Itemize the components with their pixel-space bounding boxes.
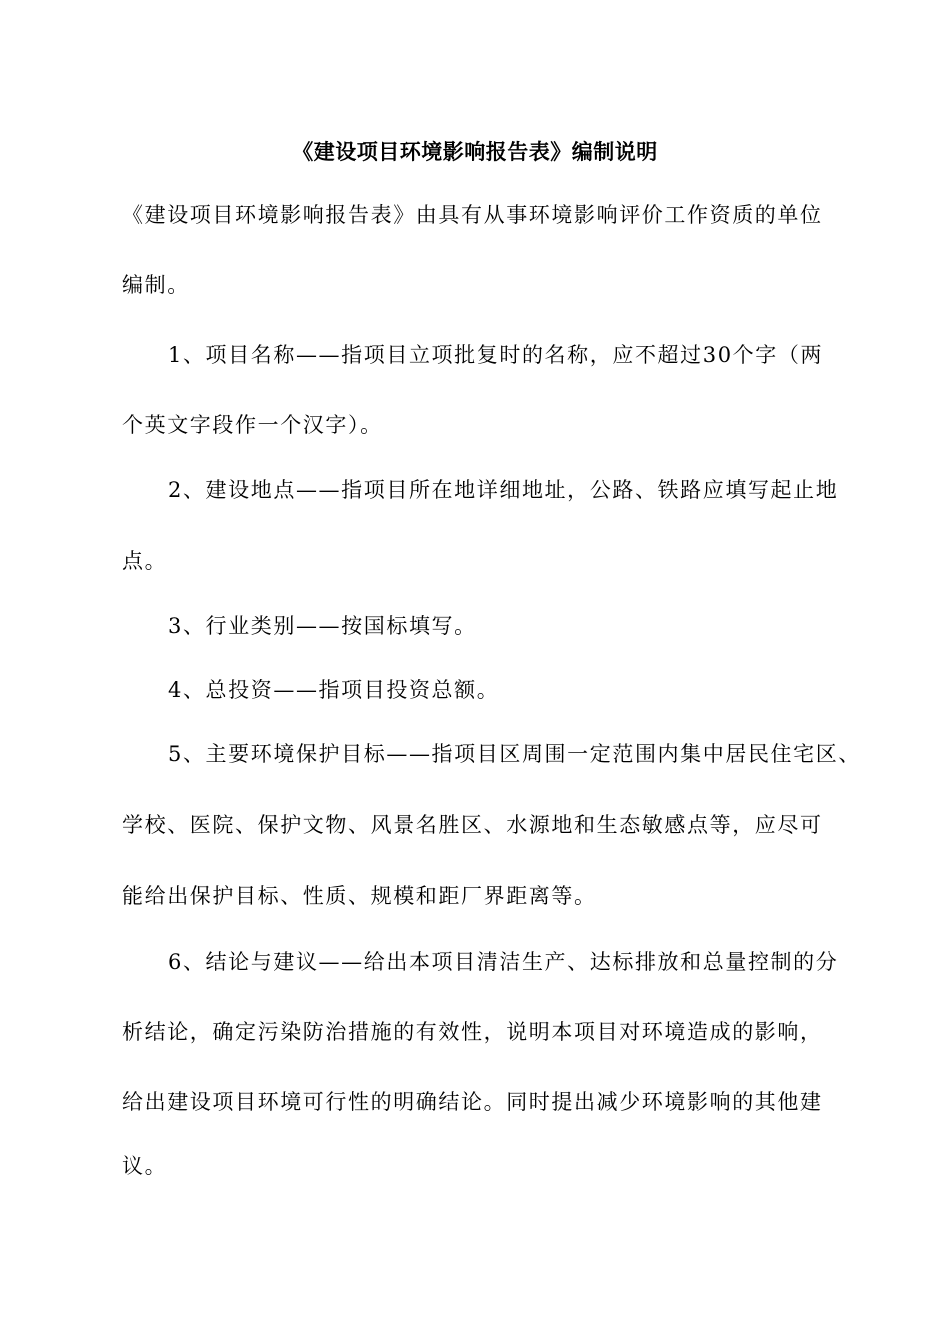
text-line-item1-2: 个英文字段作一个汉字）。 bbox=[122, 413, 383, 437]
text-line-item5-1: 5、主要环境保护目标——指项目区周围一定范围内集中居民住宅区、 bbox=[168, 742, 861, 766]
text-line-item6-3: 给出建设项目环境可行性的明确结论。同时提出减少环境影响的其他建 bbox=[122, 1090, 823, 1114]
text-line-item5-3: 能给出保护目标、性质、规模和距厂界距离等。 bbox=[122, 884, 597, 908]
text-line-item6-4: 议。 bbox=[122, 1154, 168, 1178]
text-line-intro-1: 《建设项目环境影响报告表》由具有从事环境影响评价工作资质的单位 bbox=[122, 203, 823, 227]
text-line-item4: 4、总投资——指项目投资总额。 bbox=[168, 678, 500, 702]
document-title: 《建设项目环境影响报告表》编制说明 bbox=[292, 139, 658, 164]
text-line-item5-2: 学校、医院、保护文物、风景名胜区、水源地和生态敏感点等，应尽可 bbox=[122, 813, 823, 837]
text-line-intro-2: 编制。 bbox=[122, 273, 190, 297]
text-line-item6-2: 析结论，确定污染防治措施的有效性，说明本项目对环境造成的影响， bbox=[122, 1020, 823, 1044]
text-line-item2-2: 点。 bbox=[122, 549, 168, 573]
text-line-item6-1: 6、结论与建议——给出本项目清洁生产、达标排放和总量控制的分 bbox=[168, 950, 839, 974]
text-line-item1-1: 1、项目名称——指项目立项批复时的名称，应不超过30个字（两 bbox=[168, 343, 824, 367]
text-line-item3: 3、行业类别——按国标填写。 bbox=[168, 614, 477, 638]
text-line-item2-1: 2、建设地点——指项目所在地详细地址，公路、铁路应填写起止地 bbox=[168, 478, 839, 502]
